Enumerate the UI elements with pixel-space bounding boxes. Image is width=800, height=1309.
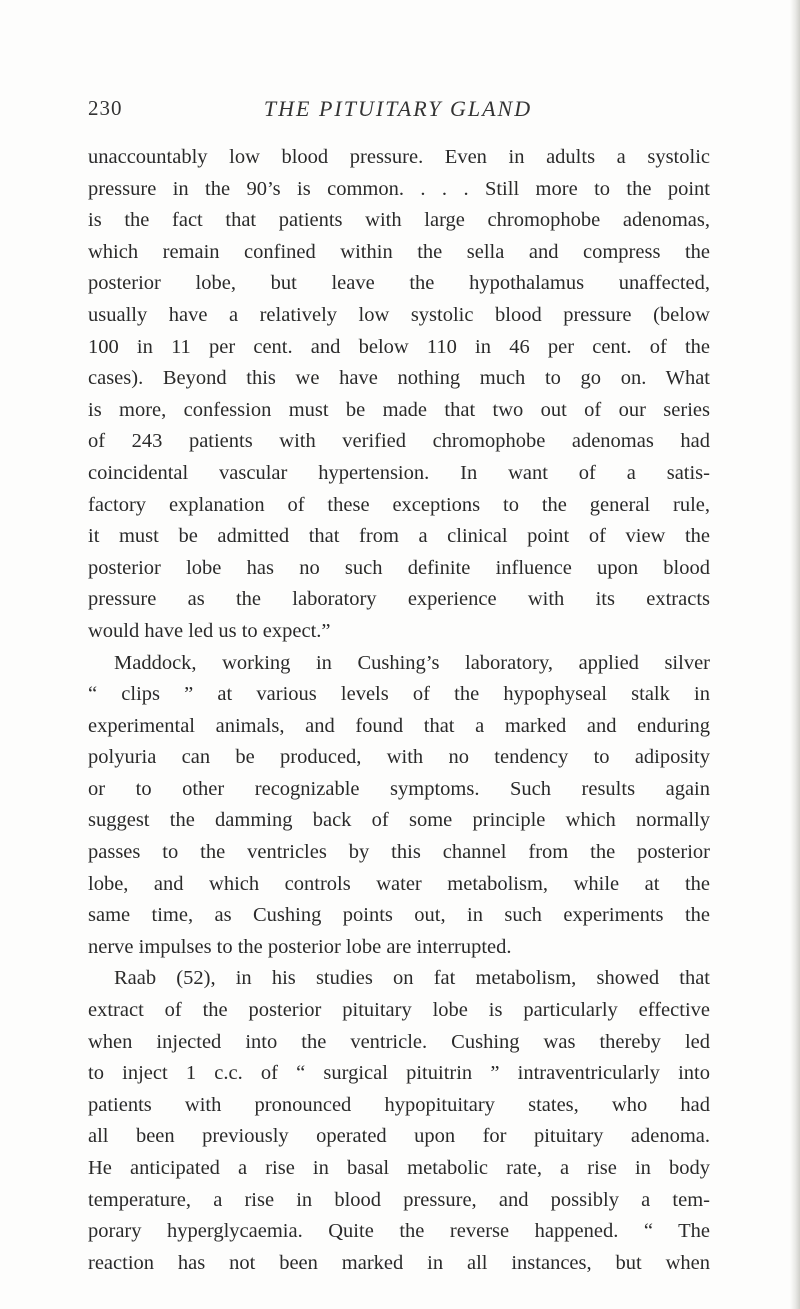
text-line: He anticipated a rise in basal metabolic rate, a rise in body — [88, 1157, 710, 1179]
text-line: all been previously operated upon for pituitary adenoma. — [88, 1125, 710, 1148]
page-edge-shadow — [790, 0, 800, 1309]
text-line: is more, confession must be made that two out of our series — [88, 398, 710, 421]
text-line: polyuria can be produced, with no tendency to adiposity — [88, 746, 710, 769]
text-line: which remain confined within the sella and compress the — [88, 240, 710, 263]
running-title: THE PITUITARY GLAND — [263, 96, 533, 121]
text-line: “ clips ” at various levels of the hypophyseal stalk in — [88, 683, 710, 706]
text-line: to inject 1 c.c. of “ surgical pituitrin ” intraventricularly into — [88, 1062, 710, 1085]
text-line: 100 in 11 per cent. and below 110 in 46 per cent. of the — [88, 335, 710, 358]
text-line: patients with pronounced hypopituitary states, who had — [88, 1093, 710, 1116]
text-line: temperature, a rise in blood pressure, and possibly a tem- — [88, 1188, 710, 1211]
text-line: nerve impulses to the posterior lobe are interrupted. — [88, 935, 512, 958]
body-text — [88, 142, 710, 1279]
text-line: factory explanation of these exceptions to the general rule, — [88, 493, 710, 516]
text-line: unaccountably low blood pressure. Even in adults a systolic — [88, 146, 710, 168]
text-line: or to other recognizable symptoms. Such results again — [88, 777, 710, 800]
text-line: of 243 patients with verified chromophobe adenomas had — [88, 430, 710, 453]
text-line: Maddock, working in Cushing’s laboratory, applied silver — [114, 651, 710, 674]
text-line: usually have a relatively low systolic blood pressure (below — [88, 303, 710, 326]
text-line: pressure as the laboratory experience with its extracts — [88, 588, 710, 611]
text-line: suggest the damming back of some principle which normally — [88, 809, 710, 832]
text-line: posterior lobe, but leave the hypothalamus unaffected, — [88, 272, 710, 295]
text-line: when injected into the ventricle. Cushing was thereby led — [88, 1030, 710, 1053]
text-line: extract of the posterior pituitary lobe is particularly effective — [88, 999, 710, 1022]
text-line: posterior lobe has no such definite influence upon blood — [88, 556, 710, 579]
text-line: reaction has not been marked in all instances, but when — [88, 1251, 710, 1274]
text-line: it must be admitted that from a clinical point of view the — [88, 525, 710, 548]
page-header — [88, 96, 708, 128]
text-line: experimental animals, and found that a marked and enduring — [88, 714, 710, 737]
text-line: is the fact that patients with large chromophobe adenomas, — [88, 209, 710, 232]
text-line: cases). Beyond this we have nothing much to go on. What — [88, 367, 710, 390]
text-line: lobe, and which controls water metabolism, while at the — [88, 872, 710, 895]
text-line: coincidental vascular hypertension. In want of a satis- — [88, 461, 710, 484]
text-line: would have led us to expect.” — [88, 619, 331, 642]
text-line: pressure in the 90’s is common. . . . Still more to the point — [88, 177, 710, 200]
text-line: Raab (52), in his studies on fat metabolism, showed that — [114, 967, 710, 990]
text-line: same time, as Cushing points out, in such experiments the — [88, 904, 710, 927]
page-number: 230 — [88, 96, 123, 120]
text-line: passes to the ventricles by this channel from the posterior — [88, 841, 710, 864]
text-line: porary hyperglycaemia. Quite the reverse happened. “ The — [88, 1220, 710, 1243]
